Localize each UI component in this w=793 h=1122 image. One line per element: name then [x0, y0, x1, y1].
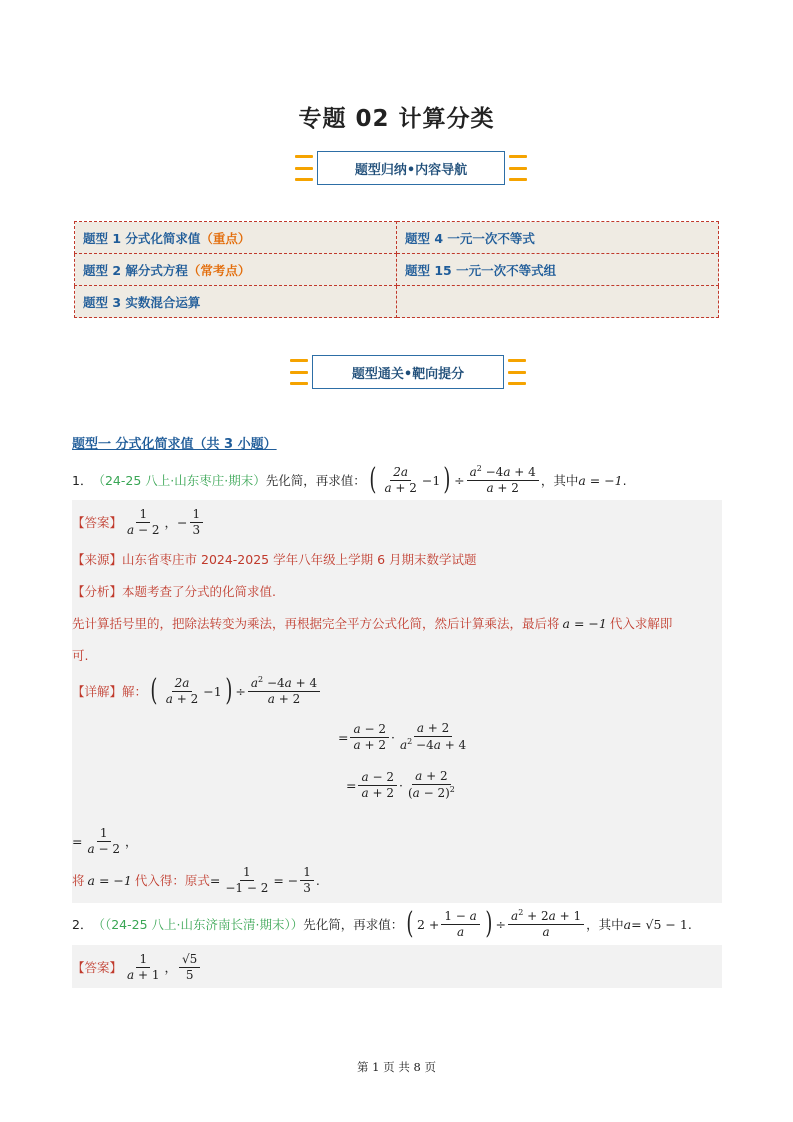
- nav-banner-wrap: [295, 151, 527, 185]
- question-number: 2．: [72, 917, 93, 932]
- practice-banner-wrap: [290, 355, 526, 389]
- page-footer: 第 1 页 共 8 页: [357, 1060, 436, 1074]
- analysis-text-3: 代入求解即: [609, 616, 673, 631]
- q1-analysis-2: [72, 612, 672, 634]
- analysis-text: 本题考查了分式的化简求值.: [122, 584, 276, 599]
- right-bars-icon: [508, 359, 526, 385]
- section-heading[interactable]: 题型一 分式化简求值（共 3 小题）: [72, 437, 277, 452]
- toc-row: [75, 222, 719, 254]
- question-prompt: 先化简，再求值：: [265, 473, 366, 488]
- detail-prefix: 解：: [122, 684, 148, 699]
- condition-math: a = −1: [578, 472, 623, 488]
- analysis-math: a = −1: [562, 615, 607, 631]
- question-number: 1．: [72, 473, 93, 488]
- toc-row: [75, 286, 719, 318]
- q1-source: [72, 548, 477, 570]
- toc-table: [74, 221, 719, 318]
- q2-answer: 【答案】 $\frac{1}{a + 1}$ ， $\frac{√5}{5}$: [72, 949, 202, 985]
- practice-banner: 题型通关•靶向提分: [312, 355, 504, 389]
- question-condition: ，其中: [586, 917, 624, 932]
- question-prompt: 先化简，再求值：: [303, 917, 404, 932]
- toc-item-empty: [397, 286, 719, 318]
- question-1: 1． （24-25 八上·山东枣庄·期末） 先化简，再求值： ( $\frac{2a}{a + 2}$ −1 ) ÷ $\frac{a^2 -4a + 4}{a + 2}$ ，其中 a = −1 .: [72, 462, 627, 497]
- analysis-text-2: 先计算括号里的，把除法转变为乘法，再根据完全平方公式化简，然后计算乘法，最后将: [72, 616, 560, 631]
- analysis-text-4: 可.: [72, 648, 89, 663]
- analysis-label: 【分析】: [72, 584, 123, 599]
- q1-analysis-3: [72, 644, 88, 666]
- question-condition: ，其中: [540, 473, 579, 488]
- toc-row: [75, 254, 719, 286]
- sub-math: a = −1: [87, 872, 132, 888]
- question-source-tag: （（24-25 八上·山东济南长清·期末））: [92, 917, 304, 932]
- answer-label: 【答案】: [72, 960, 123, 975]
- toc-item-3[interactable]: 题型 3 实数混合运算: [75, 286, 397, 318]
- left-bars-icon: [295, 155, 313, 181]
- page-title: 专题 02 计算分类: [298, 106, 495, 132]
- toc-item-4[interactable]: 题型 4 一元一次不等式: [397, 222, 719, 254]
- answer-label: 【答案】: [72, 515, 123, 530]
- result-comma: ，: [124, 834, 138, 849]
- detail-step-2: = $\frac{a - 2}{a + 2}$ · $\frac{a + 2}{(a - 2)^2}$: [346, 769, 455, 800]
- detail-label: 【详解】: [72, 684, 123, 699]
- nav-banner: 题型归纳•内容导航: [317, 151, 505, 185]
- question-source-tag: （24-25 八上·山东枣庄·期末）: [92, 473, 266, 488]
- source-text: 山东省枣庄市 2024-2025 学年八年级上学期 6 月期末数学试题: [122, 552, 477, 567]
- source-label: 【来源】: [72, 552, 123, 567]
- toc-item-2[interactable]: 题型 2 解分式方程（常考点）: [75, 254, 397, 286]
- detail-substitution: 将 a = −1 代入得：原式 = $\frac{1}{-1 - 2}$ = − $\frac{1}{3}$ .: [72, 864, 320, 895]
- sub-text-1: 将: [72, 873, 85, 888]
- question-2: 2． （（24-25 八上·山东济南长清·期末）） 先化简，再求值： ( 2 + $\frac{1 - a}{a}$ ) ÷ $\frac{a^2 + 2a + 1}{a}$ ，其中 a = √5 − 1 .: [72, 906, 692, 941]
- detail-step-1: = $\frac{a - 2}{a + 2}$ · $\frac{a + 2}{a^2 -4a + 4}$: [338, 721, 467, 752]
- toc-item-1[interactable]: 题型 1 分式化简求值（重点）: [75, 222, 397, 254]
- q1-analysis: [72, 580, 276, 602]
- sub-text-2: 代入得：原式: [134, 873, 210, 888]
- left-bars-icon: [290, 359, 308, 385]
- q1-detail: 【详解】 解： ( $\frac{2a}{a + 2}$ −1 ) ÷ $\frac{a^2 -4a + 4}{a + 2}$: [72, 671, 322, 711]
- detail-step-3: = $\frac{1}{a - 2}$ ，: [72, 825, 138, 856]
- toc-item-15[interactable]: 题型 15 一元一次不等式组: [397, 254, 719, 286]
- right-bars-icon: [509, 155, 527, 181]
- q1-answer: 【答案】 $\frac{1}{a - 2}$ ， − $\frac{1}{3}$: [72, 504, 205, 540]
